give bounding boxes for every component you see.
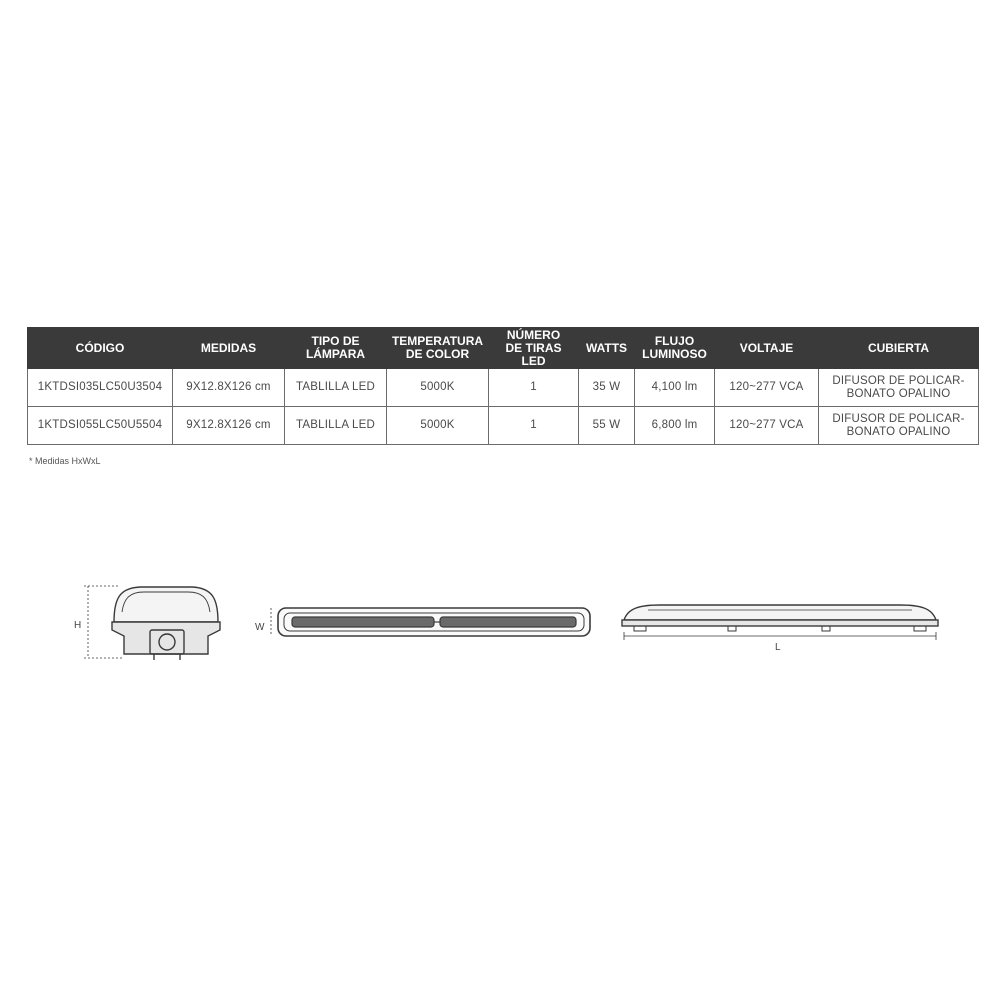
header-codigo: CÓDIGO bbox=[28, 328, 173, 369]
cell-voltaje: 120~277 VCA bbox=[715, 407, 819, 445]
header-temperatura: TEMPERATURA DE COLOR bbox=[387, 328, 489, 369]
cell-codigo: 1KTDSI035LC50U3504 bbox=[28, 369, 173, 407]
cell-voltaje: 120~277 VCA bbox=[715, 369, 819, 407]
length-label: L bbox=[775, 642, 781, 653]
cell-watts: 35 W bbox=[579, 369, 635, 407]
side-view-drawing bbox=[622, 605, 938, 640]
cell-codigo: 1KTDSI055LC50U5504 bbox=[28, 407, 173, 445]
cell-watts: 55 W bbox=[579, 407, 635, 445]
table-row bbox=[28, 369, 979, 407]
cell-temperatura: 5000K bbox=[387, 407, 489, 445]
cell-tipo-lampara: TABLILLA LED bbox=[285, 407, 387, 445]
cell-numero-tiras: 1 bbox=[489, 369, 579, 407]
header-medidas: MEDIDAS bbox=[173, 328, 285, 369]
cell-flujo: 6,800 lm bbox=[635, 407, 715, 445]
top-view-drawing bbox=[271, 608, 590, 636]
front-view-drawing bbox=[84, 586, 220, 660]
height-label: H bbox=[74, 620, 82, 631]
cell-cubierta: DIFUSOR DE POLICAR- BONATO OPALINO bbox=[819, 369, 979, 407]
table-header-row bbox=[28, 328, 979, 369]
cell-flujo: 4,100 lm bbox=[635, 369, 715, 407]
cell-medidas: 9X12.8X126 cm bbox=[173, 369, 285, 407]
cell-tipo-lampara: TABLILLA LED bbox=[285, 369, 387, 407]
cell-cubierta: DIFUSOR DE POLICAR- BONATO OPALINO bbox=[819, 407, 979, 445]
header-flujo: FLUJO LUMINOSO bbox=[635, 328, 715, 369]
product-drawings bbox=[0, 560, 1000, 680]
width-label: W bbox=[255, 622, 265, 633]
cell-medidas: 9X12.8X126 cm bbox=[173, 407, 285, 445]
footnote: * Medidas HxWxL bbox=[29, 456, 101, 466]
cell-temperatura: 5000K bbox=[387, 369, 489, 407]
header-numero-tiras: NÚMERO DE TIRAS LED bbox=[489, 328, 579, 369]
cell-numero-tiras: 1 bbox=[489, 407, 579, 445]
header-cubierta: CUBIERTA bbox=[819, 328, 979, 369]
header-tipo-lampara: TIPO DE LÁMPARA bbox=[285, 328, 387, 369]
header-watts: WATTS bbox=[579, 328, 635, 369]
spec-table bbox=[27, 327, 979, 445]
table-row bbox=[28, 407, 979, 445]
header-voltaje: VOLTAJE bbox=[715, 328, 819, 369]
